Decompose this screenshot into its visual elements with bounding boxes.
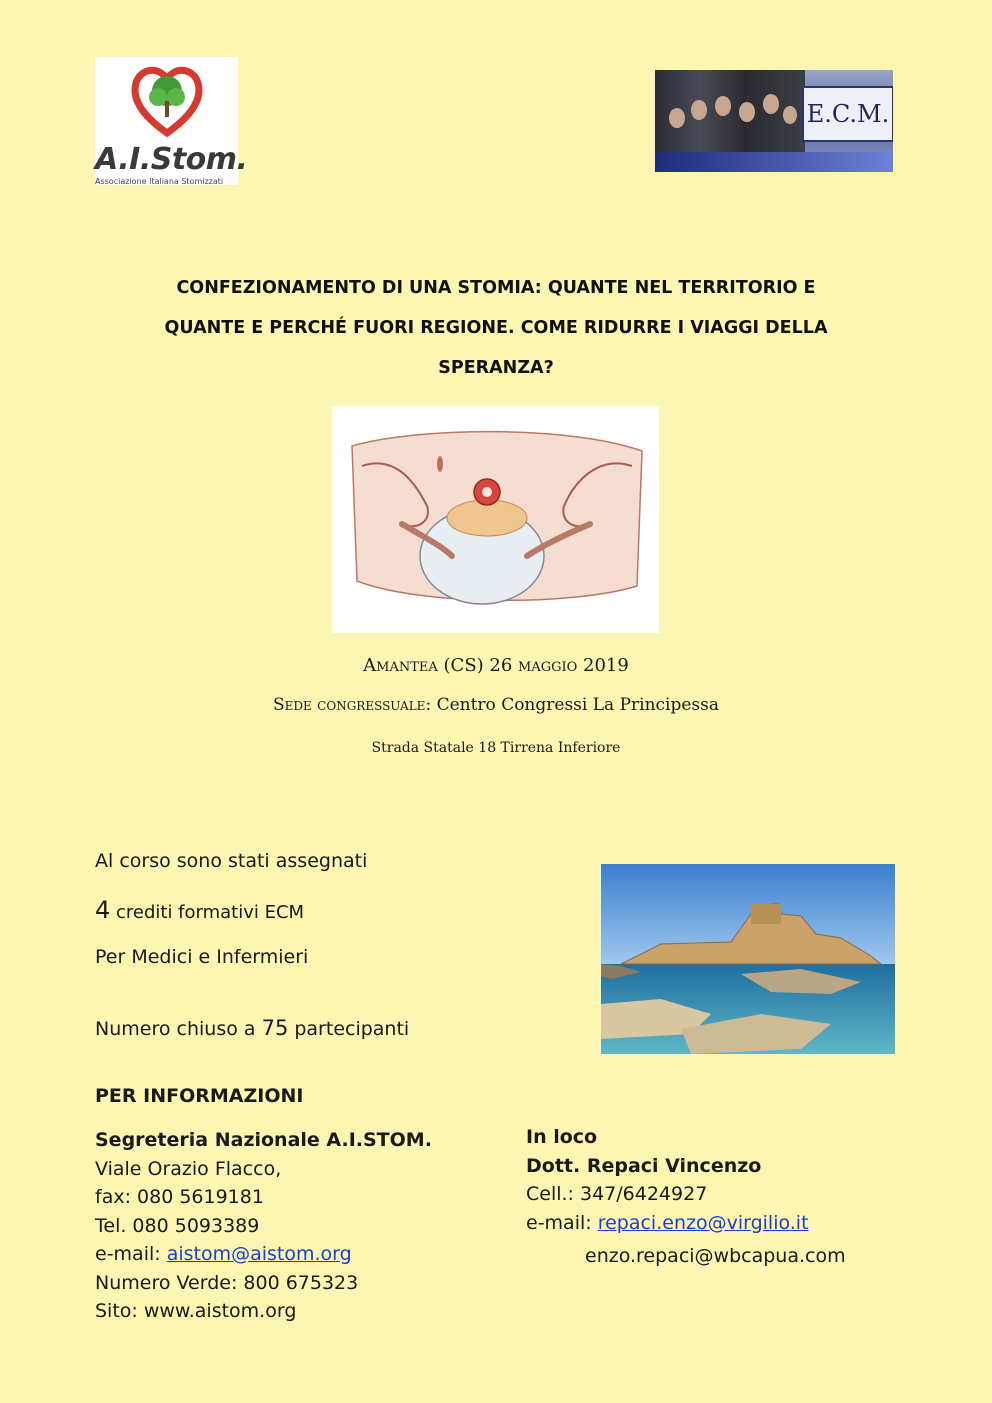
secretariat-green-number: Numero Verde: 800 675323 (95, 1271, 359, 1294)
castle-photo (601, 864, 895, 1054)
seats-line (95, 1016, 409, 1040)
secretariat-name: Segreteria Nazionale A.I.STOM. (95, 1129, 432, 1151)
secretariat-address: Viale Orazio Flacco, (95, 1157, 282, 1180)
venue-label: Sede congressuale: (272, 695, 432, 715)
secretariat-site: Sito: www.aistom.org (95, 1300, 297, 1322)
stoma-illustration (332, 406, 659, 633)
ecm-logo-text: E.C.M. (802, 86, 893, 142)
local-email-link[interactable]: repaci.enzo@virgilio.it (597, 1211, 809, 1234)
event-city: Amantea (363, 655, 438, 676)
title-line: QUANTE E PERCHÉ FUORI REGIONE. COME RIDURRE I VIAGGI DELLA (164, 318, 828, 338)
aistom-logo (95, 57, 248, 186)
credits-line (95, 896, 304, 924)
credits-target: Per Medici e Infermieri (95, 946, 309, 968)
seats-prefix: Numero chiuso a (95, 1018, 262, 1040)
secretariat-contact (95, 1126, 432, 1326)
secretariat-tel: Tel. 080 5093389 (95, 1214, 260, 1237)
seats-number: 75 (261, 1016, 289, 1040)
credits-intro: Al corso sono stati assegnati (95, 850, 368, 872)
local-email-secondary: enzo.repaci@wbcapua.com (585, 1245, 846, 1267)
title-line: SPERANZA? (438, 358, 554, 378)
local-cell: Cell.: 347/6424927 (526, 1183, 708, 1205)
event-province-day: (CS) 26 (437, 655, 519, 676)
info-heading: PER INFORMAZIONI (95, 1085, 304, 1107)
event-address: Strada Statale 18 Tirrena Inferiore (371, 740, 621, 756)
secretariat-email-link[interactable]: aistom@aistom.org (166, 1243, 352, 1265)
email-label: e-mail: (526, 1211, 598, 1234)
event-venue (0, 695, 992, 715)
title-line: CONFEZIONAMENTO DI UNA STOMIA: QUANTE NEL TERRITORIO E (176, 278, 816, 298)
aistom-brand-text: A.I.Stom. (95, 142, 248, 177)
local-heading: In loco (526, 1126, 598, 1148)
local-contact (526, 1123, 809, 1237)
aistom-tagline: Associazione Italiana Stomizzati (95, 177, 224, 186)
ecm-logo-bar (655, 152, 893, 172)
secretariat-fax: fax: 080 5619181 (95, 1186, 264, 1208)
event-year: 2019 (577, 655, 629, 676)
seats-suffix: partecipanti (288, 1018, 410, 1040)
heart-tree-icon (130, 59, 204, 139)
local-email-row (526, 1209, 809, 1238)
venue-name: Centro Congressi La Principessa (431, 695, 720, 715)
event-date (0, 655, 992, 676)
ecm-logo (655, 70, 893, 172)
event-month: maggio (518, 655, 578, 676)
credits-number: 4 (95, 896, 111, 924)
email-label: e-mail: (95, 1243, 167, 1265)
page-title (100, 268, 892, 388)
local-name: Dott. Repaci Vincenzo (526, 1154, 762, 1177)
credits-text: crediti formativi ECM (110, 902, 305, 923)
secretariat-email-row (95, 1240, 432, 1269)
